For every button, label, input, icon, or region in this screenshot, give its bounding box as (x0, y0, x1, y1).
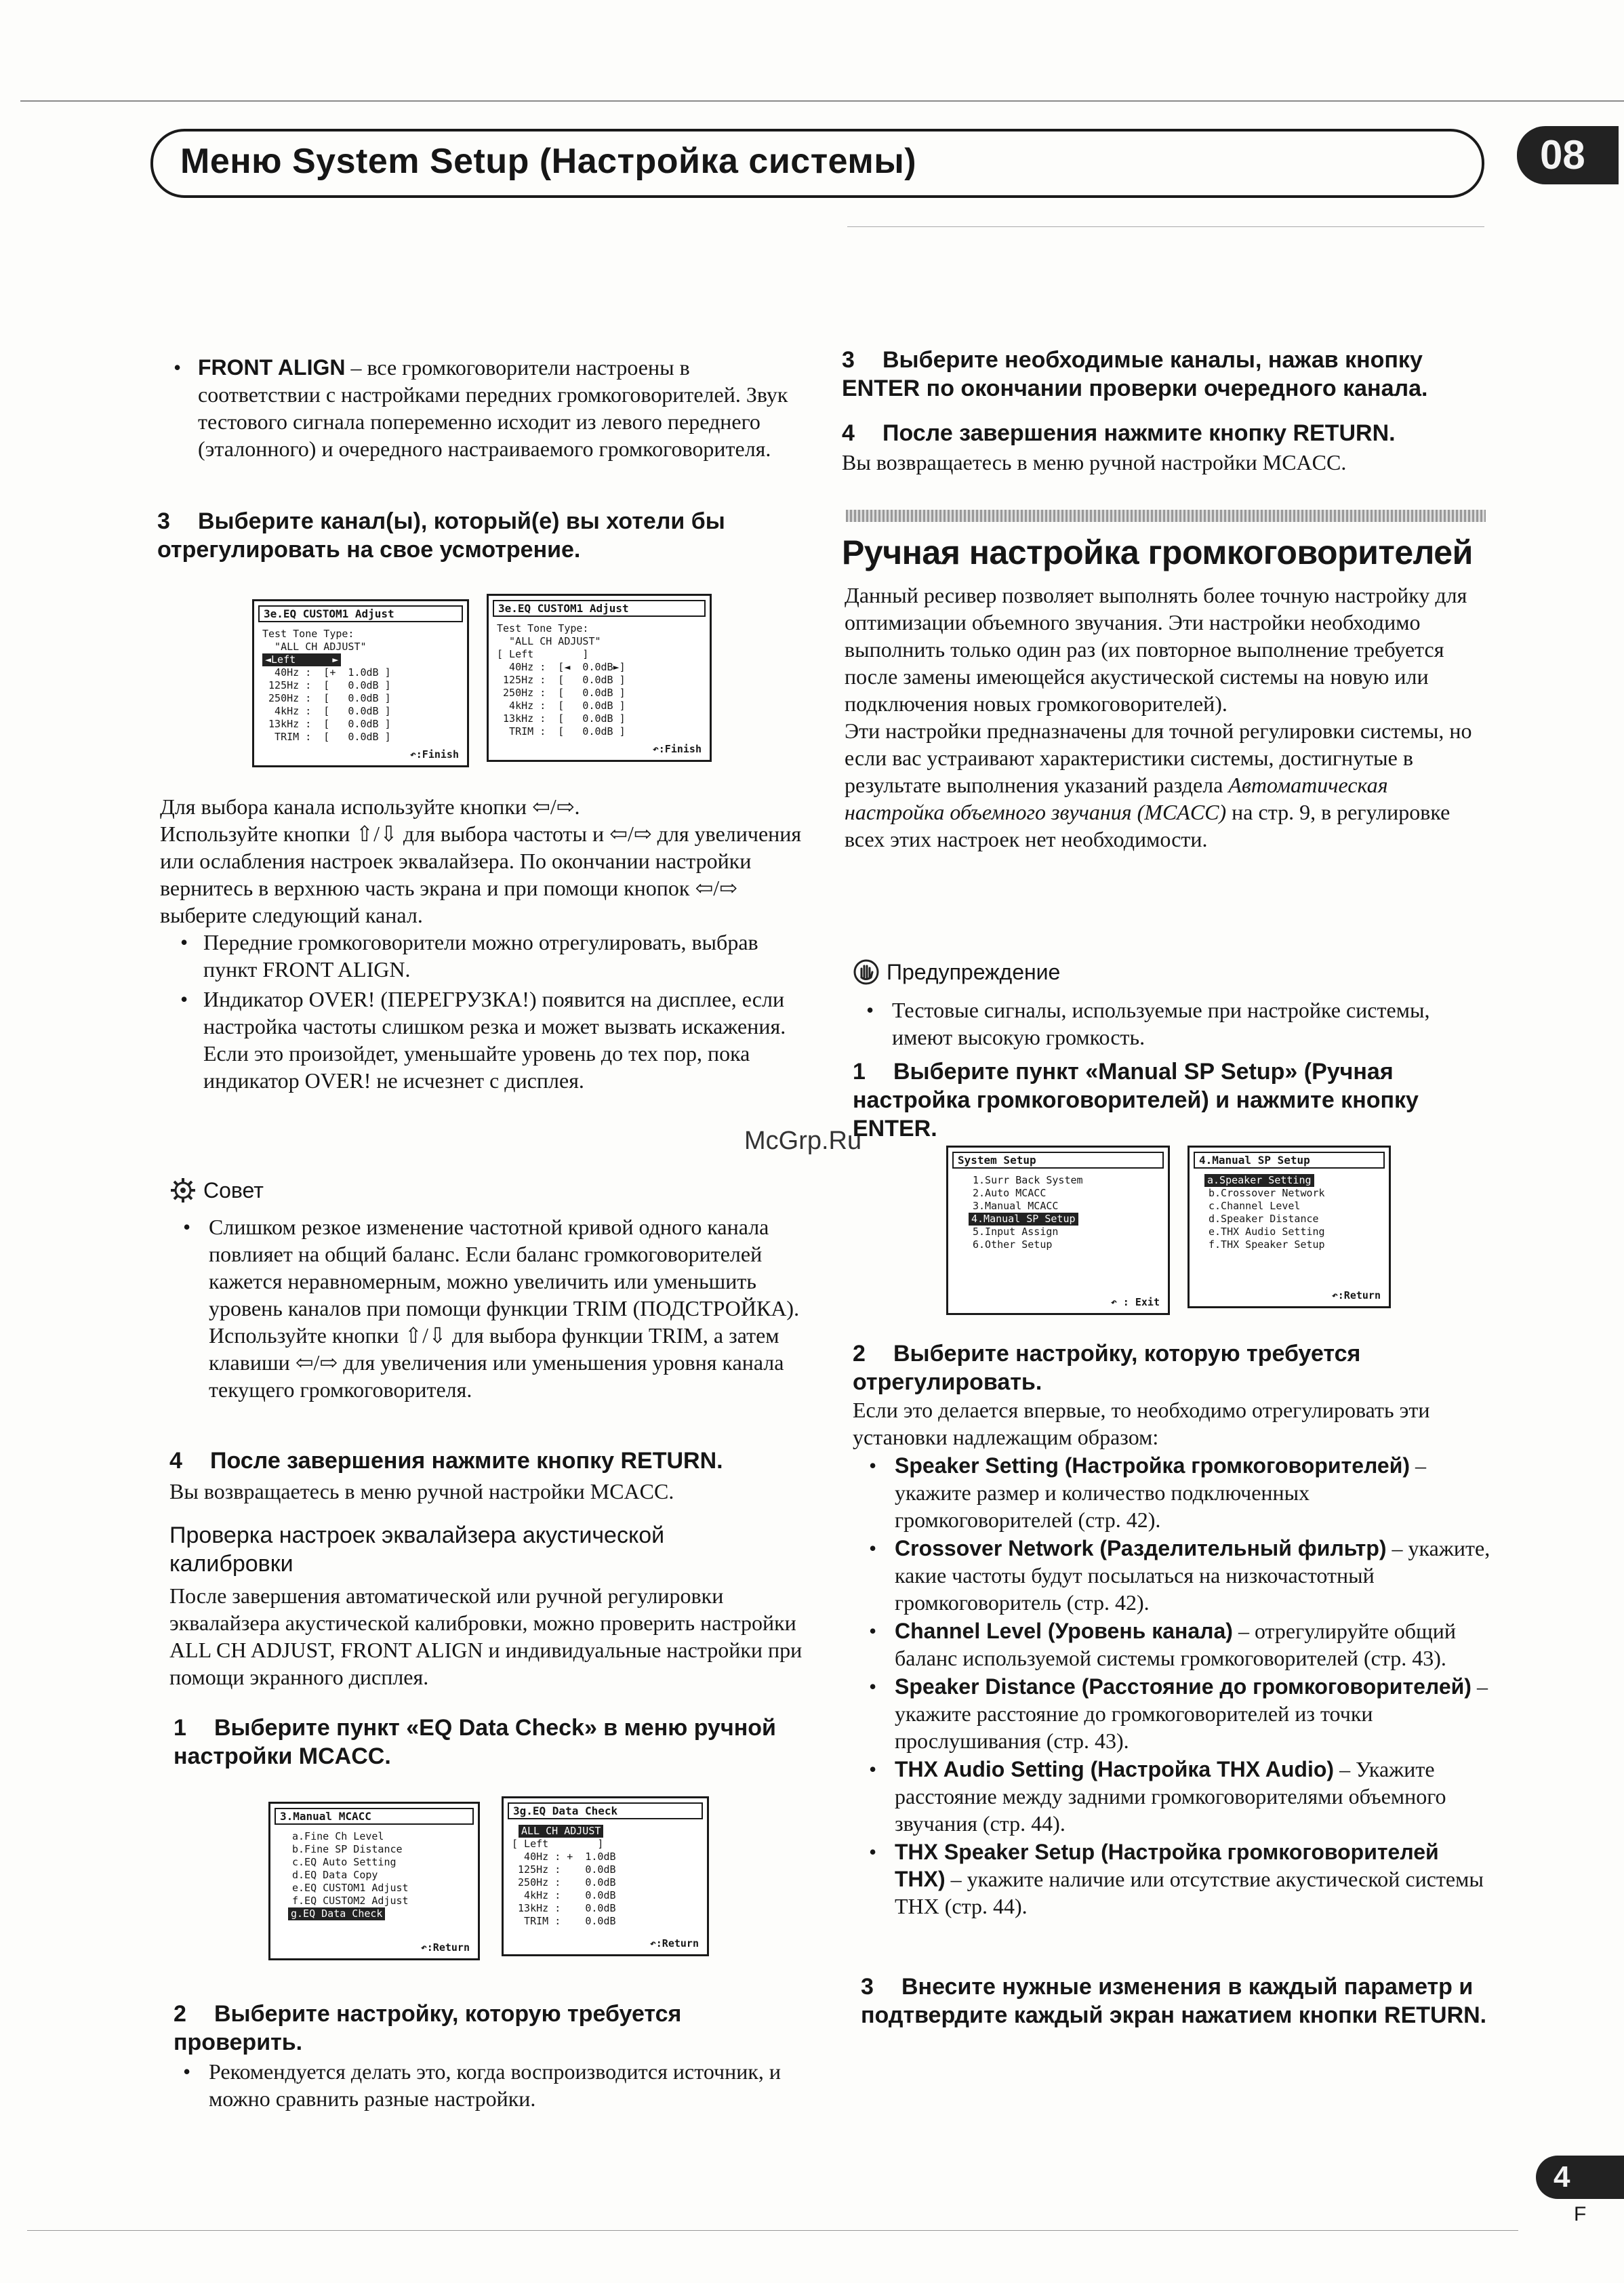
screen-title: System Setup (952, 1152, 1164, 1169)
item-term: THX Speaker Setup (Настройка громкоговорителей THX) (895, 1840, 1439, 1891)
list-item: • Speaker Distance (Расстояние до громкоговорителей) – укажите расстояние до громкоговорителей из точки прослушивания (стр. 43). (869, 1674, 1488, 1753)
step-text: После завершения нажмите кнопку RETURN. (882, 420, 1396, 446)
header-underline (847, 226, 1484, 227)
menu-item: 6.Other Setup (973, 1238, 1053, 1251)
list-item: • Crossover Network (Разделительный фильтр) – укажите, какие частоты будут посылаться на низкочастотный громкоговоритель (стр. 42). (869, 1536, 1490, 1615)
menu-item: b.Crossover Network (1209, 1187, 1325, 1199)
warning-text: Тестовые сигналы, используемые при настройке системы, имеют высокую громкость. (892, 998, 1430, 1049)
paragraph-text: на стр. 9, в регулировке всех этих настроек нет необходимости. (845, 800, 1450, 851)
stepB-note: • Рекомендуется делать это, когда воспроизводится источник, и можно сравнить разные настройки. (183, 2058, 793, 2112)
screen-footer: ↶:Return (1331, 1289, 1381, 1301)
menu-item: f.EQ CUSTOM2 Adjust (292, 1895, 409, 1907)
front-align-term: FRONT ALIGN (198, 355, 346, 380)
screen-system-setup (946, 1146, 1170, 1315)
screen-row: 125Hz : [ 0.0dB ] (262, 679, 391, 691)
screen-line: "ALL CH ADJUST" (497, 635, 601, 647)
screen-title: 3.Manual MCACC (275, 1808, 474, 1825)
screen-row: 125Hz : [ 0.0dB ] (497, 674, 626, 686)
right-step2-heading (853, 1339, 1476, 1396)
step-text: Выберите необходимые каналы, нажав кнопку ENTER по окончании проверки очередного канала. (842, 347, 1428, 401)
right-step1-heading (853, 1057, 1490, 1143)
screen-row: 40Hz : [◄ 0.0dB►] (497, 661, 626, 673)
list-item: • Индикатор OVER! (ПЕРЕГРУЗКА!) появится на дисплее, если настройка частоты слишком резка и может вызвать искажения. Если это произойдет, уменьшайте уровень до тех пор, пока индикатор OVER! не исчезнет с дисплея. (174, 986, 811, 1094)
screen-row: 13kHz : 0.0dB (512, 1902, 616, 1914)
step3-heading (157, 507, 808, 564)
selected-setting: ALL CH ADJUST (519, 1825, 603, 1838)
paragraph: Используйте кнопки ⇧/⇩ для выбора частоты и ⇦/⇨ для увеличения или ослабления настроек эквалайзера. По окончании настройки вернитесь в верхнюю часть экрана и при помощи кнопок ⇦/⇨ выберите следующий канал. (160, 822, 802, 927)
warning-heading (853, 958, 1060, 986)
step-number: 3 (157, 508, 170, 534)
right-step4-body: Вы возвращаетесь в меню ручной настройки MCACC. (842, 450, 1347, 474)
warning-hand-icon (853, 958, 880, 986)
step-text: Выберите пункт «EQ Data Check» в меню ручной настройки MCACC. (174, 1715, 776, 1769)
screen-eq-custom-adjust-2 (487, 594, 712, 762)
notes-list (174, 929, 811, 1094)
screen-line: Test Tone Type: (262, 628, 354, 640)
warning-label: Предупреждение (887, 959, 1061, 984)
right-step4-heading (842, 419, 1493, 447)
screen-row: TRIM : [ 0.0dB ] (262, 731, 391, 743)
step-text: Выберите настройку, которую требуется проверить. (174, 2001, 682, 2055)
screen-line: [ Left ] (512, 1838, 604, 1850)
step-text: После завершения нажмите кнопку RETURN. (210, 1448, 723, 1474)
step4-body: Вы возвращаетесь в меню ручной настройки MCACC. (169, 1479, 674, 1503)
screen-title: 3e.EQ CUSTOM1 Adjust (258, 605, 463, 622)
tip-label: Совет (203, 1177, 264, 1203)
menu-item: 2.Auto MCACC (973, 1187, 1047, 1199)
screen-row: 250Hz : [ 0.0dB ] (262, 692, 391, 704)
item-term: THX Audio Setting (Настройка THX Audio) (895, 1757, 1335, 1781)
menu-item: 1.Surr Back System (973, 1174, 1083, 1186)
page-title: Меню System Setup (Настройка системы) (180, 142, 917, 181)
step-number: 1 (174, 1715, 186, 1741)
front-align-text: – все громкоговорители настроены в соответствии с настройками передних громкоговорителей. Звук тестового сигнала попеременно исходит из левого переднего (эталонного) и очередного настраиваемого громкоговорителя. (198, 355, 788, 461)
note-text: Рекомендуется делать это, когда воспроизводится источник, и можно сравнить разные настройки. (209, 2059, 781, 2111)
section-header (150, 129, 1484, 198)
menu-item: c.EQ Auto Setting (292, 1856, 397, 1868)
menu-item-selected: 4.Manual SP Setup (969, 1213, 1078, 1226)
section-title: Ручная настройка громкоговорителей (842, 533, 1473, 571)
item-term: Channel Level (Уровень канала) (895, 1619, 1233, 1643)
step-number: 2 (174, 2001, 186, 2027)
channel-instructions (160, 793, 811, 1097)
screen-row: 40Hz : [+ 1.0dB ] (262, 666, 391, 679)
paragraph: Данный ресивер позволяет выполнять более точную настройку для оптимизации объемного звучания. Эти настройки необходимо выполнить только один раз (их повторное выполнение требуется после замены имеющейся акустической системы на новую или подключения новых громкоговорителей). (845, 583, 1467, 716)
screen-row: 250Hz : [ 0.0dB ] (497, 687, 626, 699)
menu-item: d.Speaker Distance (1209, 1213, 1319, 1225)
step4-heading (169, 1447, 820, 1475)
step-number: 1 (853, 1059, 866, 1085)
right-step3-heading (842, 346, 1493, 403)
eq-check-body: После завершения автоматической или ручной регулировки эквалайзера акустической калибровки, можно проверить настройки ALL CH ADJUST, FRONT ALIGN и индивидуальные настройки при помощи экранного дисплея. (169, 1583, 803, 1689)
settings-list (869, 1452, 1493, 1921)
step-number: 3 (861, 1974, 874, 2000)
screen-row: 4kHz : [ 0.0dB ] (497, 700, 626, 712)
screen-footer: ↶:Finish (652, 743, 702, 755)
page-letter: F (1574, 2203, 1587, 2225)
watermark: McGrp.Ru (744, 1127, 862, 1155)
menu-item: 5.Input Assign (973, 1226, 1059, 1238)
bottom-rule (27, 2230, 1518, 2231)
menu-item: e.EQ CUSTOM1 Adjust (292, 1882, 409, 1894)
item-term: Speaker Setting (Настройка громкоговорителей) (895, 1453, 1410, 1478)
screen-manual-mcacc (268, 1802, 480, 1960)
screen-manual-sp-setup (1187, 1146, 1391, 1308)
item-desc: – Укажите расстояние между задними громкоговорителями объемного звучания (стр. 44). (895, 1757, 1446, 1836)
step-text: Внесите нужные изменения в каждый параметр и подтвердите каждый экран нажатием кнопки RETURN. (861, 1974, 1487, 2028)
step-number: 4 (169, 1448, 182, 1474)
section-reference: Автоматическая настройка объемного звучания (MCACC) (845, 773, 1388, 824)
screen-row: 13kHz : [ 0.0dB ] (497, 712, 626, 725)
menu-item: f.THX Speaker Setup (1209, 1238, 1325, 1251)
section-banner (846, 510, 1486, 522)
paragraph: Для выбора канала используйте кнопки ⇦/⇨. (160, 794, 580, 819)
eq-check-heading: Проверка настроек эквалайзера акустической калибровки (169, 1522, 665, 1577)
step-number: 3 (842, 347, 855, 373)
top-rule (20, 100, 1624, 102)
right-step2-body: Если это делается впервые, то необходимо отрегулировать эти установки надлежащим образом: (853, 1398, 1430, 1449)
step-text: Выберите пункт «Manual SP Setup» (Ручная настройка громкоговорителей) и нажмите кнопку ENTER. (853, 1059, 1419, 1142)
list-item: • Передние громкоговорители можно отрегулировать, выбрав пункт FRONT ALIGN. (174, 929, 811, 983)
screen-line: Test Tone Type: (497, 622, 589, 634)
list-item: • Speaker Setting (Настройка громкоговорителей) – укажите размер и количество подключенных громкоговорителей (стр. 42). (869, 1453, 1427, 1532)
item-desc: – укажите размер и количество подключенных громкоговорителей (стр. 42). (895, 1453, 1427, 1532)
list-item: • THX Speaker Setup (Настройка громкоговорителей THX) – укажите наличие или отсутствие акустической системы THX (стр. 44). (869, 1840, 1484, 1918)
item-desc: – отрегулируйте общий баланс используемой системы громкоговорителей (стр. 43). (895, 1619, 1456, 1670)
section-body (845, 582, 1482, 853)
chapter-badge: 08 (1517, 126, 1619, 184)
list-item: • Channel Level (Уровень канала) – отрегулируйте общий баланс используемой системы громкоговорителей (стр. 43). (869, 1619, 1456, 1670)
screen-row: TRIM : 0.0dB (512, 1915, 616, 1927)
front-align-bullet: • FRONT ALIGN – все громкоговорители настроены в соответствии с настройками передних громкоговорителей. Звук тестового сигнала попеременно исходит из левого переднего (эталонного) и очередного настраиваемого громкоговорителя. (174, 355, 788, 461)
menu-item: c.Channel Level (1209, 1200, 1301, 1212)
screen-row: 40Hz : + 1.0dB (512, 1851, 616, 1863)
screen-footer: ↶:Return (649, 1937, 699, 1949)
screen-footer: ↶:Finish (409, 748, 459, 761)
screen-line: "ALL CH ADJUST" (262, 641, 367, 653)
screen-line: [ Left ] (497, 648, 589, 660)
list-item: • THX Audio Setting (Настройка THX Audio) – Укажите расстояние между задними громкоговорителями объемного звучания (стр. 44). (869, 1757, 1446, 1836)
screen-title: 3e.EQ CUSTOM1 Adjust (493, 600, 706, 617)
screen-footer: ↶:Return (420, 1941, 470, 1954)
page-number-badge: 4 (1536, 2156, 1624, 2199)
screen-eq-data-check (502, 1796, 709, 1956)
item-term: Crossover Network (Разделительный фильтр) (895, 1536, 1387, 1560)
step-text: Выберите настройку, которую требуется отрегулировать. (853, 1341, 1361, 1395)
gear-icon (169, 1177, 197, 1204)
item-desc: – укажите наличие или отсутствие акустической системы THX (стр. 44). (895, 1867, 1484, 1918)
menu-item-selected: a.Speaker Setting (1204, 1174, 1314, 1187)
menu-item: b.Fine SP Distance (292, 1843, 403, 1855)
step-number: 2 (853, 1341, 866, 1367)
screen-row: 4kHz : 0.0dB (512, 1889, 616, 1901)
screen-row: 4kHz : [ 0.0dB ] (262, 705, 391, 717)
screen-title: 4.Manual SP Setup (1194, 1152, 1385, 1169)
screen-row: TRIM : [ 0.0dB ] (497, 725, 626, 738)
item-desc: – укажите, какие частоты будут посылаться на низкочастотный громкоговоритель (стр. 42). (895, 1536, 1490, 1615)
paragraph-text: Эти настройки предназначены для точной регулировки системы, но если вас устраивают характеристики системы, достигнутые в результате выполнения указаний раздела (845, 719, 1472, 797)
tip-heading (169, 1177, 264, 1204)
menu-item-selected: g.EQ Data Check (288, 1907, 385, 1920)
screen-title: 3g.EQ Data Check (508, 1802, 703, 1819)
step-text: Выберите канал(ы), который(е) вы хотели бы отрегулировать на свое усмотрение. (157, 508, 725, 563)
menu-item: d.EQ Data Copy (292, 1869, 378, 1881)
stepA-heading (174, 1714, 797, 1771)
item-desc: – укажите расстояние до громкоговорителей из точки прослушивания (стр. 43). (895, 1674, 1488, 1753)
tip-text: Слишком резкое изменение частотной кривой одного канала повлияет на общий баланс. Если баланс громкоговорителей кажется неравномерным, можно увеличить или уменьшить уровень каналов при помощи функции TRIM (ПОДСТРОЙКА). Используйте кнопки ⇧/⇩ для выбора функции TRIM, а затем клавиши ⇦/⇨ для увеличения или уменьшения уровня канала текущего громкоговорителя. (209, 1215, 800, 1402)
screen-row: 13kHz : [ 0.0dB ] (262, 718, 391, 730)
screen-row: 250Hz : 0.0dB (512, 1876, 616, 1888)
menu-item: a.Fine Ch Level (292, 1830, 384, 1842)
menu-item: e.THX Audio Setting (1209, 1226, 1325, 1238)
screen-footer: ↶ : Exit (1110, 1296, 1160, 1308)
screen-row: 125Hz : 0.0dB (512, 1863, 616, 1876)
screen-eq-custom-adjust-1 (252, 599, 469, 767)
warning-body: • Тестовые сигналы, используемые при настройке системы, имеют высокую громкость. (866, 996, 1476, 1051)
item-term: Speaker Distance (Расстояние до громкоговорителей) (895, 1674, 1471, 1699)
step-number: 4 (842, 420, 855, 446)
stepB-heading (174, 2000, 784, 2057)
selected-channel: ◄Left ► (262, 653, 341, 666)
paragraph (845, 717, 1482, 853)
right-step3b-heading (861, 1973, 1491, 2029)
tip-body: • Слишком резкое изменение частотной кривой одного канала повлияет на общий баланс. Если баланс громкоговорителей кажется неравномерным, можно увеличить или уменьшить уровень каналов при помощи функции TRIM (ПОДСТРОЙКА). Используйте кнопки ⇧/⇩ для выбора функции TRIM, а затем клавиши ⇦/⇨ для увеличения или уменьшения уровня канала текущего громкоговорителя. (183, 1213, 807, 1403)
menu-item: 3.Manual MCACC (973, 1200, 1059, 1212)
